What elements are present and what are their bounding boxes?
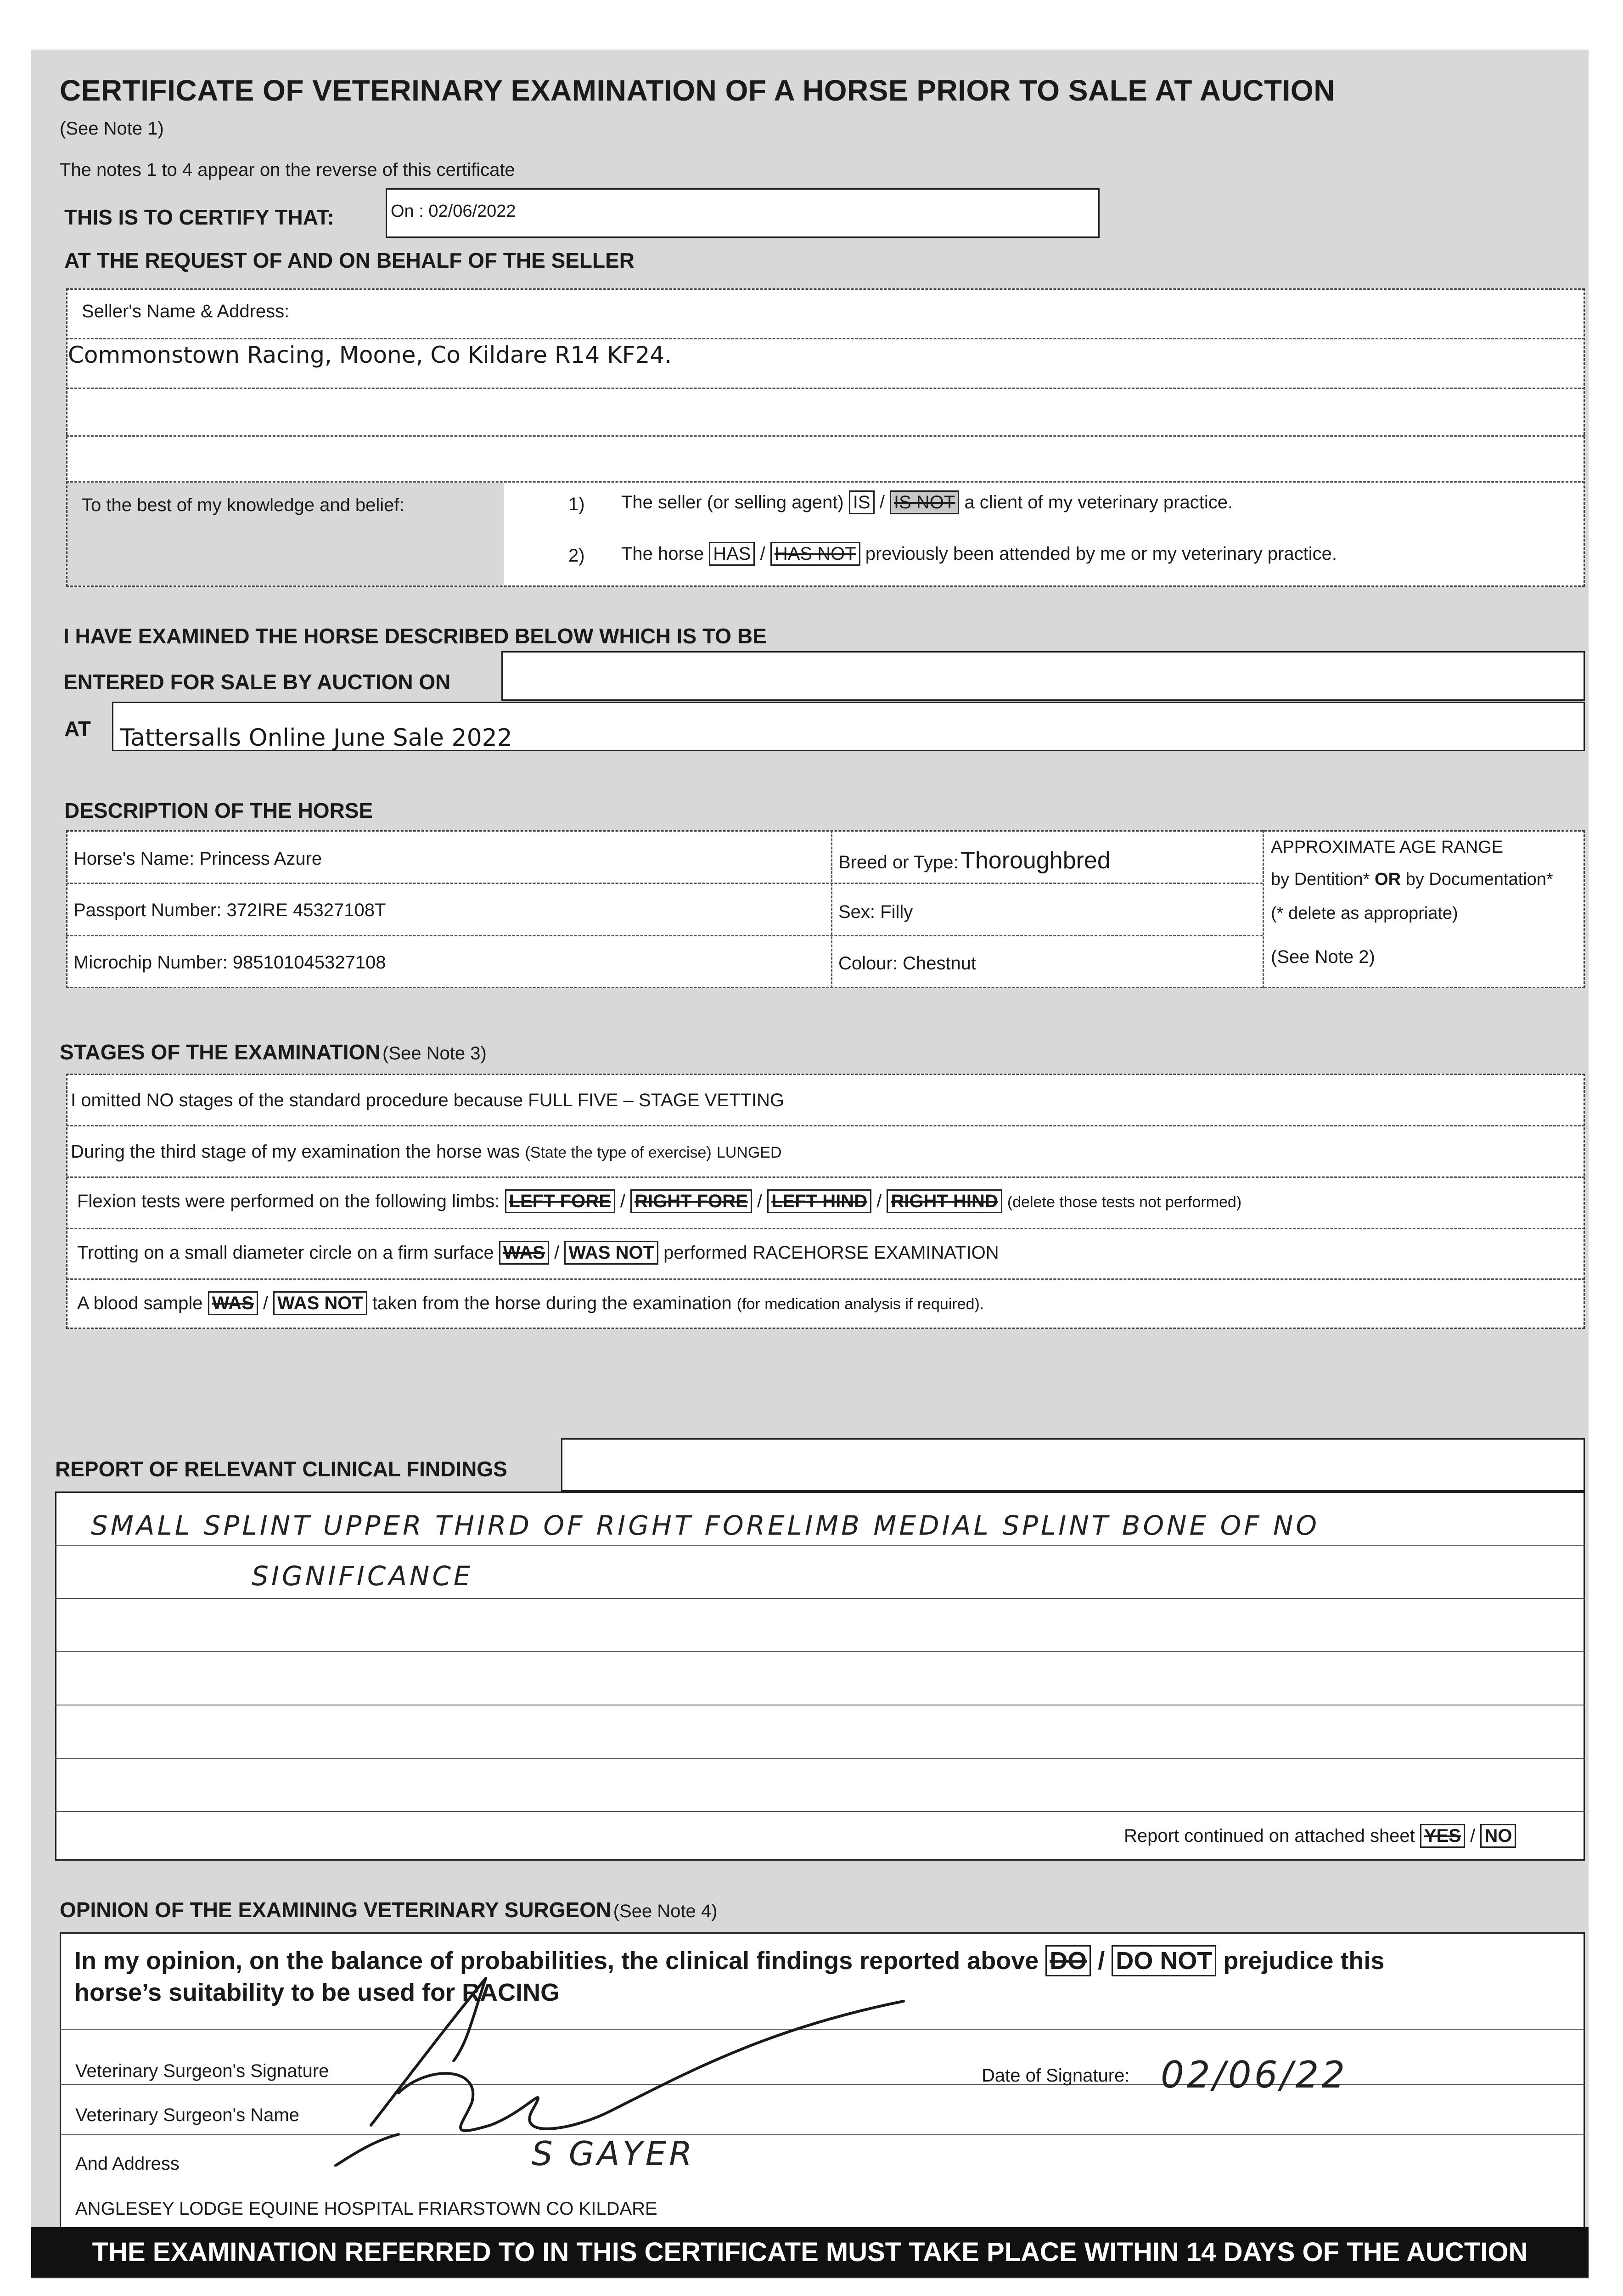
blood-hint: (for medication analysis if required). [736,1295,984,1313]
certify-label: THIS IS TO CERTIFY THAT: [64,205,334,229]
trotting-was-option[interactable]: WAS [499,1241,549,1265]
option-separator: / [554,1243,560,1263]
option-separator: / [757,1191,763,1211]
horse-sex: Sex: Filly [838,902,913,922]
opinion-text-line-2: horse’s suitability to be used for RACING [74,1979,560,2006]
request-label: AT THE REQUEST OF AND ON BEHALF OF THE SELLER [64,248,635,272]
examined-line-1: I HAVE EXAMINED THE HORSE DESCRIBED BELOW WHICH IS TO BE [63,624,767,648]
exercise-hint: (State the type of exercise) [525,1144,712,1161]
report-box [55,1491,1585,1861]
at-label: AT [64,717,91,741]
stages-row-blood [77,1291,984,1315]
report-continued-label: Report continued on attached sheet [1124,1826,1415,1846]
horse-name: Horse's Name: Princess Azure [73,849,322,869]
stages-row-omitted: I omitted NO stages of the standard procedure because FULL FIVE – STAGE VETTING [71,1090,785,1110]
report-rule [55,1598,1585,1599]
age-see-note-2: (See Note 2) [1271,947,1375,967]
report-heading: REPORT OF RELEVANT CLINICAL FINDINGS [55,1457,507,1481]
flexion-right-hind[interactable]: RIGHT HIND [887,1189,1002,1213]
age-range-heading: APPROXIMATE AGE RANGE [1271,838,1504,857]
knowledge-item1-post: a client of my veterinary practice. [964,492,1233,512]
auction-venue-field[interactable] [112,702,1585,751]
age-range-method [1271,870,1553,889]
opinion-see-note-4: (See Note 4) [613,1901,718,1921]
option-separator: / [1470,1826,1476,1846]
blood-was-not-option[interactable]: WAS NOT [273,1291,367,1315]
row-divider [66,1278,1585,1280]
stages-row-exercise [71,1142,782,1162]
age-delete-note: (* delete as appropriate) [1271,904,1458,923]
row-divider [66,1125,1585,1126]
flexion-left-hind[interactable]: LEFT HIND [767,1189,871,1213]
divider [66,338,1585,339]
certificate-page [31,50,1589,2279]
divider [66,481,1585,483]
knowledge-item2-post: previously been attended by me or my veterinary practice. [865,544,1337,564]
signature-label: Veterinary Surgeon's Signature [75,2061,329,2081]
microchip-number: Microchip Number: 985101045327108 [73,952,386,973]
age-documentation[interactable]: by Documentation* [1405,870,1553,889]
row-divider [66,1228,1585,1229]
notes-line: The notes 1 to 4 appear on the reverse of this certificate [60,160,515,180]
opinion-do-not-option[interactable]: DO NOT [1112,1945,1216,1976]
certificate-title: CERTIFICATE OF VETERINARY EXAMINATION OF A HORSE PRIOR TO SALE AT AUCTION [60,74,1335,107]
exercise-value: LUNGED [716,1144,782,1161]
row-divider [66,1176,1585,1178]
stages-see-note-3: (See Note 3) [382,1043,487,1064]
report-rule [55,1811,1585,1812]
knowledge-item2-pre: The horse [621,544,704,564]
opinion-text-pre: In my opinion, on the balance of probabilities, the clinical findings reported above [74,1947,1039,1975]
stages-row-trotting [77,1241,999,1265]
auction-date-field[interactable] [501,651,1585,701]
breed-value: Thoroughbred [960,847,1111,874]
flexion-post: (delete those tests not performed) [1007,1193,1242,1211]
report-finding-line-1: SMALL SPLINT UPPER THIRD OF RIGHT FORELIMB MEDIAL SPLINT BONE OF NO [91,1510,1320,1541]
report-finding-line-2: SIGNIFICANCE [252,1560,473,1592]
examined-line-2: ENTERED FOR SALE BY AUCTION ON [63,670,451,694]
trotting-was-not-option[interactable]: WAS NOT [564,1241,658,1265]
knowledge-item2-number: 2) [568,546,585,566]
age-dentition[interactable]: by Dentition* [1271,870,1370,889]
option-separator: / [760,544,765,564]
age-or: OR [1375,870,1401,889]
flexion-right-fore[interactable]: RIGHT FORE [630,1189,752,1213]
option-separator: / [879,492,885,512]
column-divider [831,830,832,988]
report-heading-field [561,1438,1585,1491]
seller-label: Seller's Name & Address: [82,301,290,321]
opinion-do-option[interactable]: DO [1045,1945,1091,1976]
seller-address-line-1[interactable]: Commonstown Racing, Moone, Co Kildare R14 KF24. [68,342,672,368]
exercise-pre: During the third stage of my examination the horse was [71,1142,520,1162]
opinion-text-post: prejudice this [1223,1947,1385,1975]
report-rule [55,1758,1585,1759]
row-divider [66,935,1263,936]
horse-colour: Colour: Chestnut [838,953,977,974]
report-rule [55,1651,1585,1652]
knowledge-item1-pre: The seller (or selling agent) [621,492,844,512]
option-separator: / [620,1191,626,1211]
divider [66,388,1585,389]
vet-address-label: And Address [75,2154,180,2174]
opinion-heading-row [60,1897,717,1922]
vet-name-value: S GAYER [532,2134,695,2173]
stages-heading-row [60,1040,487,1064]
blood-pre: A blood sample [77,1293,203,1313]
knowledge-item2 [621,542,1337,566]
passport-number: Passport Number: 372IRE 45327108T [73,900,386,920]
report-rule [55,1545,1585,1546]
auction-venue-value: Tattersalls Online June Sale 2022 [120,724,512,752]
knowledge-item1 [621,490,1233,514]
breed-label: Breed or Type: [838,852,959,872]
breed-row [838,847,1111,874]
continued-no-option[interactable]: NO [1480,1824,1516,1848]
option-separator: / [1098,1947,1105,1975]
date-of-signature-value: 02/06/22 [1161,2054,1348,2096]
horse-has-option[interactable]: HAS [709,542,755,566]
certify-field[interactable] [386,188,1100,238]
horse-has-not-option[interactable]: HAS NOT [770,542,860,566]
flexion-left-fore[interactable]: LEFT FORE [505,1189,615,1213]
row-divider [66,883,1263,884]
stages-heading: STAGES OF THE EXAMINATION [60,1040,381,1064]
option-separator: / [263,1293,269,1313]
vet-address-value: ANGLESEY LODGE EQUINE HOSPITAL FRIARSTOWN CO KILDARE [75,2199,657,2219]
trotting-pre: Trotting on a small diameter circle on a firm surface [77,1243,494,1263]
description-heading: DESCRIPTION OF THE HORSE [64,799,373,822]
stages-row-flexion [77,1189,1241,1213]
report-continued-row [1124,1824,1516,1848]
see-note-1: (See Note 1) [60,118,164,139]
opinion-statement [74,1945,1384,1976]
blood-post: taken from the horse during the examination [372,1293,732,1313]
vet-name-label: Veterinary Surgeon's Name [75,2105,299,2125]
option-separator: / [876,1191,882,1211]
knowledge-item1-number: 1) [568,494,585,514]
divider [66,435,1585,437]
opinion-heading: OPINION OF THE EXAMINING VETERINARY SURGEON [60,1898,612,1922]
certify-value: On : 02/06/2022 [391,202,516,221]
client-is-not-option[interactable]: IS NOT [890,490,959,514]
date-of-signature-label: Date of Signature: [982,2065,1130,2086]
blood-was-option[interactable]: WAS [208,1291,258,1315]
client-is-option[interactable]: IS [849,490,875,514]
continued-yes-option[interactable]: YES [1420,1824,1465,1848]
column-divider [1263,830,1264,988]
flexion-pre: Flexion tests were performed on the following limbs: [77,1191,500,1211]
trotting-post: performed RACEHORSE EXAMINATION [663,1243,999,1263]
knowledge-label: To the best of my knowledge and belief: [82,495,404,515]
footer-banner: THE EXAMINATION REFERRED TO IN THIS CERTIFICATE MUST TAKE PLACE WITHIN 14 DAYS OF THE AUCTION [31,2227,1589,2278]
